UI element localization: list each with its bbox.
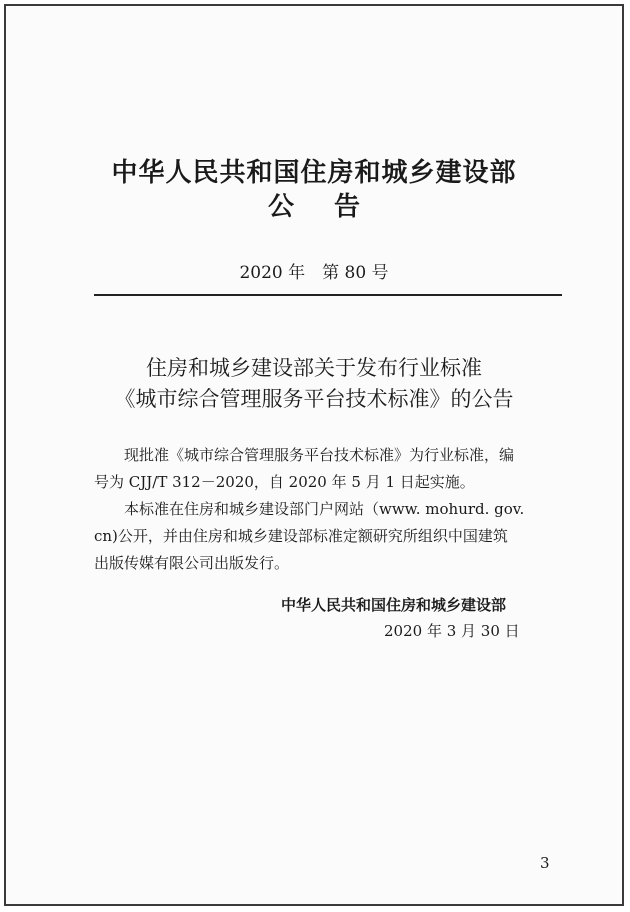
announcement-number: 2020 年 第 80 号 <box>239 263 389 283</box>
paragraph-line: 出版传媒有限公司出版发行。 <box>94 554 290 572</box>
title-line-1: 住房和城乡建设部关于发布行业标准 <box>146 356 482 380</box>
body-paragraph-2 <box>94 496 562 577</box>
signature-authority: 中华人民共和国住房和城乡建设部 <box>281 596 507 614</box>
issuing-authority: 中华人民共和国住房和城乡建设部 <box>111 158 517 188</box>
document-type: 公告 <box>267 192 400 222</box>
header-divider <box>94 294 562 296</box>
title-line-2: 《城市综合管理服务平台技术标准》的公告 <box>114 387 514 411</box>
document-page <box>4 4 624 906</box>
body-paragraph-1 <box>94 442 562 496</box>
paragraph-line: cn)公开，并由住房和城乡建设部标准定额研究所组织中国建筑 <box>94 527 508 545</box>
paragraph-line: 号为 CJJ/T 312－2020，自 2020 年 5 月 1 日起实施。 <box>94 473 475 491</box>
page-number: 3 <box>540 854 550 872</box>
paragraph-line: 本标准在住房和城乡建设部门户网站（www. mohurd. gov. <box>124 500 525 518</box>
signature-date: 2020 年 3 月 30 日 <box>384 622 520 640</box>
paragraph-line: 现批准《城市综合管理服务平台技术标准》为行业标准，编 <box>124 446 515 464</box>
